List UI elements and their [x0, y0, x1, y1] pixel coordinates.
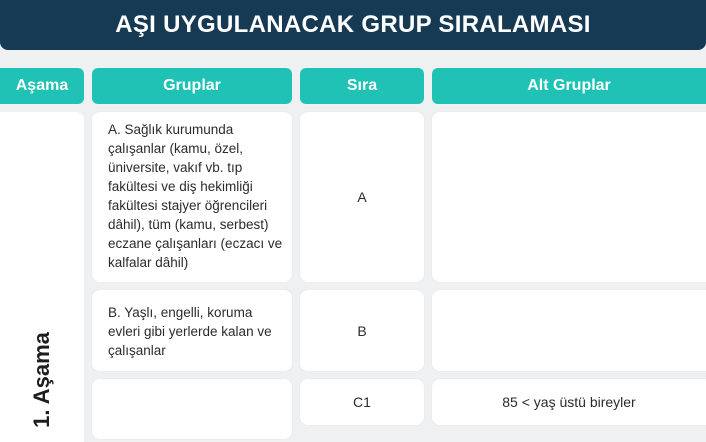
order-text-c1: C1 [353, 394, 371, 410]
group-text-b: B. Yaşlı, engelli, koruma evleri gibi yerlerde kalan ve çalışanlar [108, 305, 272, 358]
subgroup-text-c1: 85 < yaş üstü bireyler [502, 394, 636, 410]
header-gruplar [92, 68, 292, 104]
group-text-a: A. Sağlık kurumunda çalışanlar (kamu, özel, üniversite, vakıf vb. tıp fakültesi ve diş hekimliği fakültesi stajyer öğrencileri dâhil), tüm (kamu, serbest) eczane çalışanları (eczacı ve kalfalar dâhil) [108, 122, 283, 270]
order-text-b: B [357, 322, 367, 339]
order-text-a: A [357, 189, 367, 205]
header-asama [0, 68, 84, 104]
title-bar [0, 0, 706, 50]
stage-label: 1. Aşama [29, 332, 54, 428]
header-sira [300, 68, 424, 104]
header-alt-gruplar [432, 68, 706, 104]
header-alt-gruplar-label: Alt Gruplar [527, 77, 611, 94]
header-sira-label: Sıra [346, 77, 378, 94]
header-gruplar-label: Gruplar [163, 77, 221, 94]
page-title: AŞI UYGULANACAK GRUP SIRALAMASI [115, 11, 591, 38]
header-asama-label: Aşama [15, 77, 69, 94]
subgroup-text-a [432, 112, 706, 282]
group-cell-c1 [92, 379, 292, 439]
subgroup-text-b [432, 290, 706, 371]
